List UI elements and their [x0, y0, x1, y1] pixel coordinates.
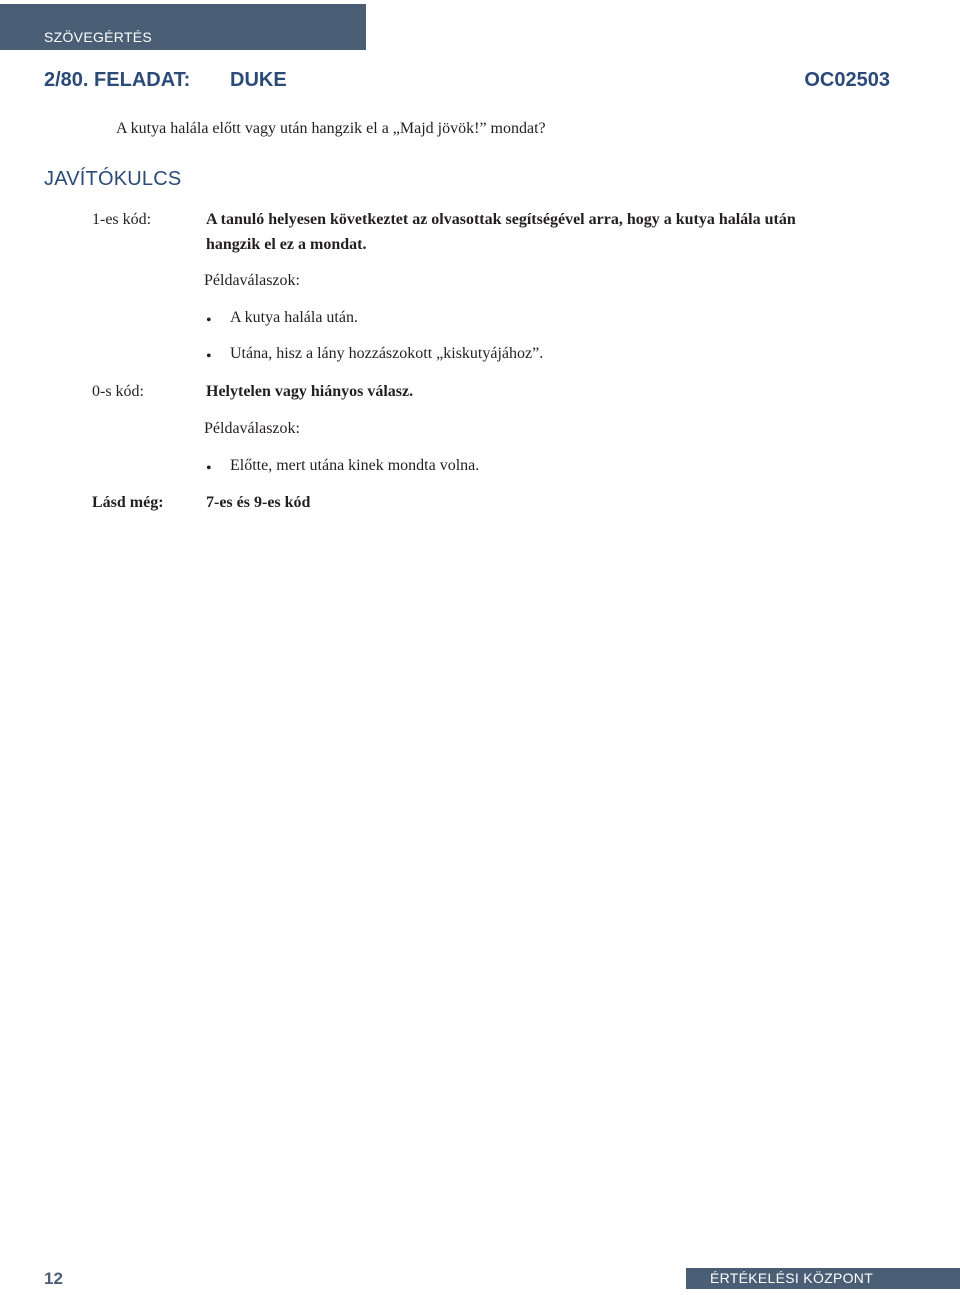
- code1-label: 1-es kód:: [92, 211, 152, 228]
- page-number: 12: [44, 1269, 63, 1288]
- code1-example-1: A kutya halála után.: [230, 309, 358, 326]
- publisher-label: ÉRTÉKELÉSI KÖZPONT: [710, 1270, 874, 1286]
- code0-example-1: Előtte, mert utána kinek mondta volna.: [230, 457, 480, 474]
- question-text: A kutya halála előtt vagy után hangzik el a „Majd jövök!” mondat?: [116, 120, 546, 137]
- code1-description-line1: A tanuló helyesen következtet az olvasottak segítségével arra, hogy a kutya halála után: [206, 211, 796, 228]
- answer-key-title: JAVÍTÓKULCS: [44, 168, 182, 190]
- footer-bar: [686, 1268, 960, 1289]
- bullet-icon: •: [206, 348, 212, 365]
- code1-example-2: Utána, hisz a lány hozzászokott „kiskutyájához”.: [230, 345, 544, 362]
- see-also-value: 7-es és 9-es kód: [206, 494, 311, 511]
- code0-examples-label: Példaválaszok:: [204, 420, 300, 437]
- code1-description-line2: hangzik el ez a mondat.: [206, 236, 367, 253]
- bullet-icon: •: [206, 312, 212, 329]
- section-tab-label: SZÖVEGÉRTÉS: [44, 29, 153, 45]
- code0-label: 0-s kód:: [92, 383, 144, 400]
- code1-examples-label: Példaválaszok:: [204, 272, 300, 289]
- bullet-icon: •: [206, 460, 212, 477]
- task-code: OC02503: [804, 69, 890, 91]
- code0-description: Helytelen vagy hiányos válasz.: [206, 383, 414, 400]
- section-tab: [0, 4, 366, 50]
- see-also-label: Lásd még:: [92, 494, 164, 511]
- task-header: [44, 69, 890, 95]
- task-name: DUKE: [230, 69, 287, 91]
- task-number: 2/80. FELADAT:: [44, 69, 191, 91]
